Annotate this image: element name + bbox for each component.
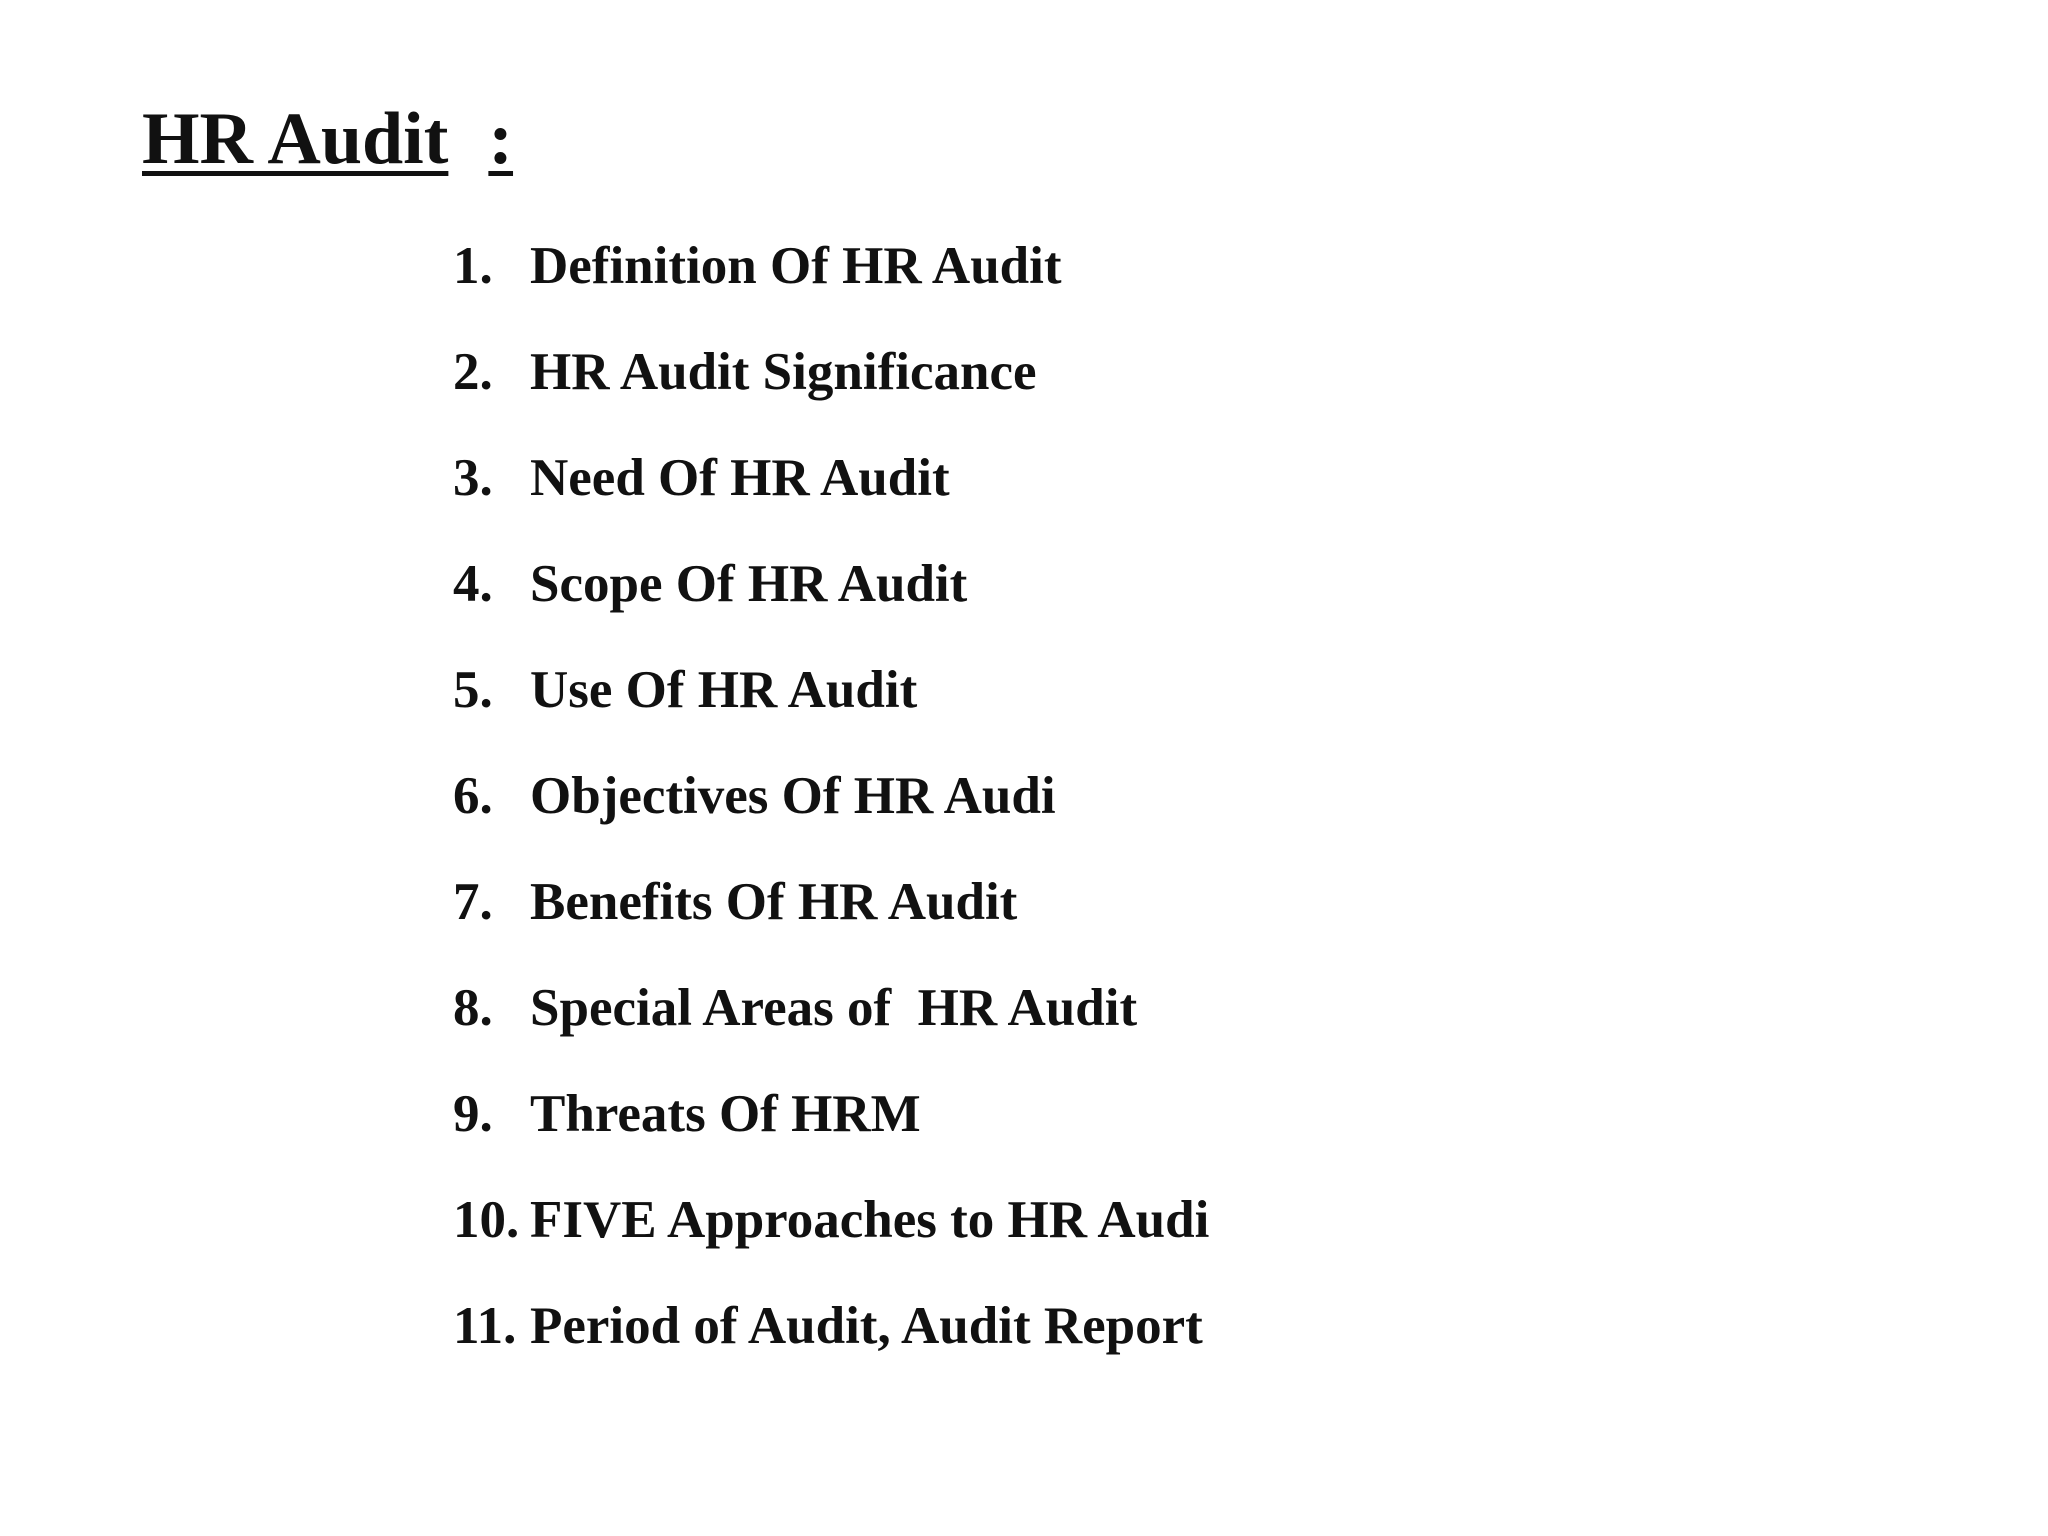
list-item-number: 8. bbox=[453, 979, 493, 1037]
list-item bbox=[453, 1191, 1210, 1300]
list-item-number: 9. bbox=[453, 1085, 493, 1143]
list-item bbox=[453, 873, 1209, 982]
list-item bbox=[453, 343, 1209, 452]
list-item-number: 4. bbox=[453, 555, 493, 613]
list-item-number: 7. bbox=[453, 873, 493, 931]
list-item bbox=[453, 237, 1209, 346]
list-item bbox=[453, 979, 1209, 1088]
list-item-number: 5. bbox=[453, 661, 493, 719]
list-item-number: 11. bbox=[453, 1297, 517, 1355]
list-item-label: Benefits Of HR Audit bbox=[530, 873, 1018, 931]
list-item bbox=[453, 1085, 1209, 1194]
list-item-label: Period of Audit, Audit Report bbox=[530, 1297, 1203, 1355]
list-item-number: 3. bbox=[453, 449, 493, 507]
list-item-number: 1. bbox=[453, 237, 493, 295]
list-item-number: 2. bbox=[453, 343, 493, 401]
title-colon: : bbox=[488, 98, 514, 180]
list-item-label: Special Areas of HR Audit bbox=[530, 979, 1138, 1037]
list-item-number: 10. bbox=[453, 1191, 520, 1249]
list-item-label: FIVE Approaches to HR Audi bbox=[530, 1191, 1210, 1249]
list-item bbox=[453, 555, 1209, 664]
list-item-label: HR Audit Significance bbox=[530, 343, 1037, 401]
list-item-label: Threats Of HRM bbox=[530, 1085, 921, 1143]
list-item-label: Use Of HR Audit bbox=[530, 661, 918, 719]
list-item-label: Definition Of HR Audit bbox=[530, 237, 1062, 295]
list-item-number: 6. bbox=[453, 767, 493, 825]
title-text: HR Audit bbox=[142, 98, 449, 180]
list-item-label: Objectives Of HR Audi bbox=[530, 767, 1056, 825]
agenda-list bbox=[453, 237, 1210, 1406]
list-item bbox=[453, 1297, 1209, 1406]
list-item-label: Scope Of HR Audit bbox=[530, 555, 968, 613]
list-item bbox=[453, 767, 1209, 876]
list-item-label: Need Of HR Audit bbox=[530, 449, 950, 507]
page-title bbox=[142, 98, 514, 180]
list-item bbox=[453, 449, 1209, 558]
list-item bbox=[453, 661, 1209, 770]
